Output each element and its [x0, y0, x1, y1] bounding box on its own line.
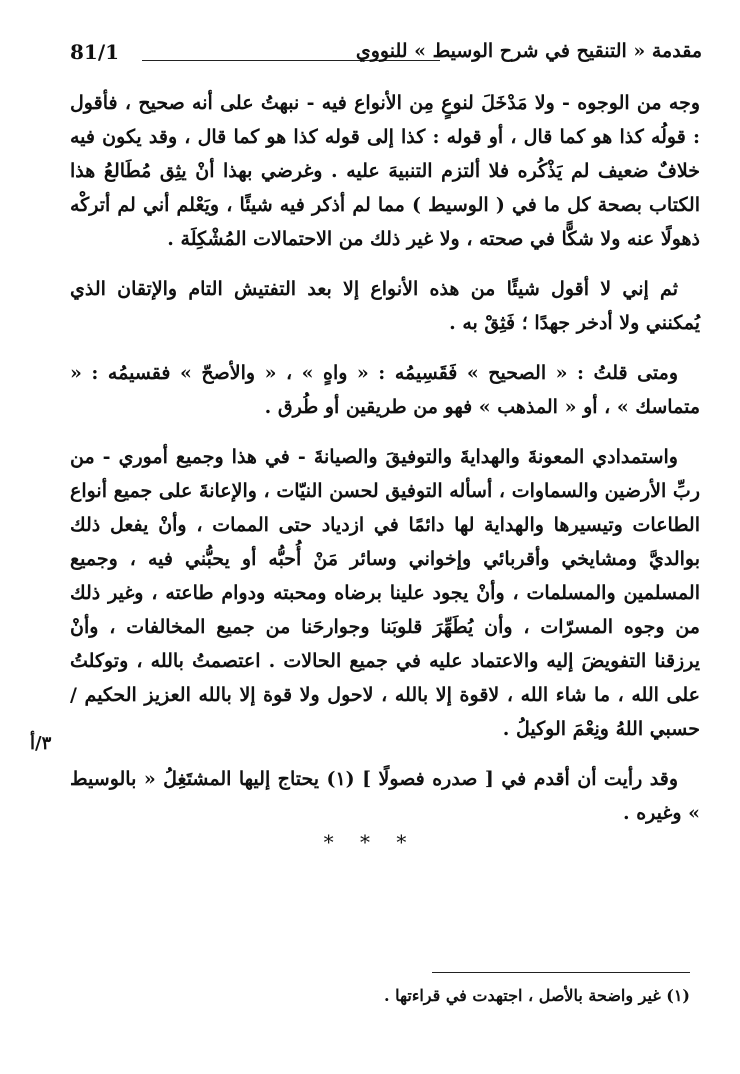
- paragraph-2: ثم إني لا أقول شيئًا من هذه الأنواع إلا بعد التفتيش التام والإتقان الذي يُمكنني ولا أدخر جهدًا ؛ فَثِقْ به .: [70, 278, 700, 334]
- folio-margin-note: ٣/أ: [30, 733, 52, 754]
- paragraph-4: واستمدادي المعونةَ والهدايةَ والتوفيقَ والصيانةَ - في هذا وجميع أموري - من ربِّ الأرضين والسماوات ، أسأله التوفيق لحسن النيّات ، والإعانةَ على جميع أنواع الطاعات وتيسيرها والهداية لها دائمًا في ازدياد حتى الممات ، وأنْ يفعل ذلك بوالديَّ ومشايخي وأقربائي وإخواني وسائر مَنْ أُحبُّه أو يحبُّني فيه ، وجميع المسلمين والمسلمات ، وأنْ يجود علينا برضاه ومحبته ودوام طاعته ، وغير ذلك من وجوه المسرّات ، وأن يُطَهِّرَ قلوبَنا وجوارحَنا من جميع المخالفات ، وأنْ يرزقنا التفويضَ إليه والاعتماد عليه في جميع الحالات . اعتصمتُ بالله ، وتوكلتُ على الله ، ما شاء الله ، لاقوة إلا بالله ، لاحول ولا قوة إلا بالله العزيز الحكيم / حسبي اللهُ ونِعْمَ الوكيلُ .: [70, 446, 700, 740]
- paragraph-1: وجه من الوجوه - ولا مَدْخَلَ لنوعٍ مِن الأنواع فيه - نبهتُ على أنه صحيح ، فأقول : قولُه كذا هو كما قال ، أو قوله : كذا إلى قوله كذا هو كما قال ، وقد يكون فيه خلافٌ ضعيف لم يَذْكُره فلا ألتزم التنبيهَ عليه . وغرضي بهذا أنْ يثِق مُطَالعُ هذا الكتاب بصحة كل ما في ( الوسيط ) مما لم أذكر فيه شيئًا ، ويَعْلم أني لم أتركْه ذهولًا عنه ولا شكًّا في صحته ، ولا غير ذلك من الاحتمالات المُشْكِلَة .: [70, 92, 700, 250]
- footnote-rule: [432, 972, 690, 973]
- section-separator: * * *: [323, 830, 417, 854]
- paragraph-5: وقد رأيت أن أقدم في [ صدره فصولًا ] (١) يحتاج إليها المشتَغِلُ « بالوسيط » وغيره .: [70, 768, 700, 824]
- page-number: 81/1: [70, 40, 120, 64]
- page-header: [70, 40, 702, 72]
- footnote: (١) غير واضحة بالأصل ، اجتهدت في قراءتها .: [383, 986, 690, 1005]
- running-title: مقدمة « التنقيح في شرح الوسيط » للنووي: [355, 40, 702, 62]
- body-text: [70, 86, 700, 846]
- paragraph-3: ومتى قلتُ : « الصحيح » فَقَسِيمُه : « واهٍ » ، « والأصحّ » فقسيمُه : « متماسك » ، أو « المذهب » فهو من طريقين أو طُرق .: [70, 362, 700, 418]
